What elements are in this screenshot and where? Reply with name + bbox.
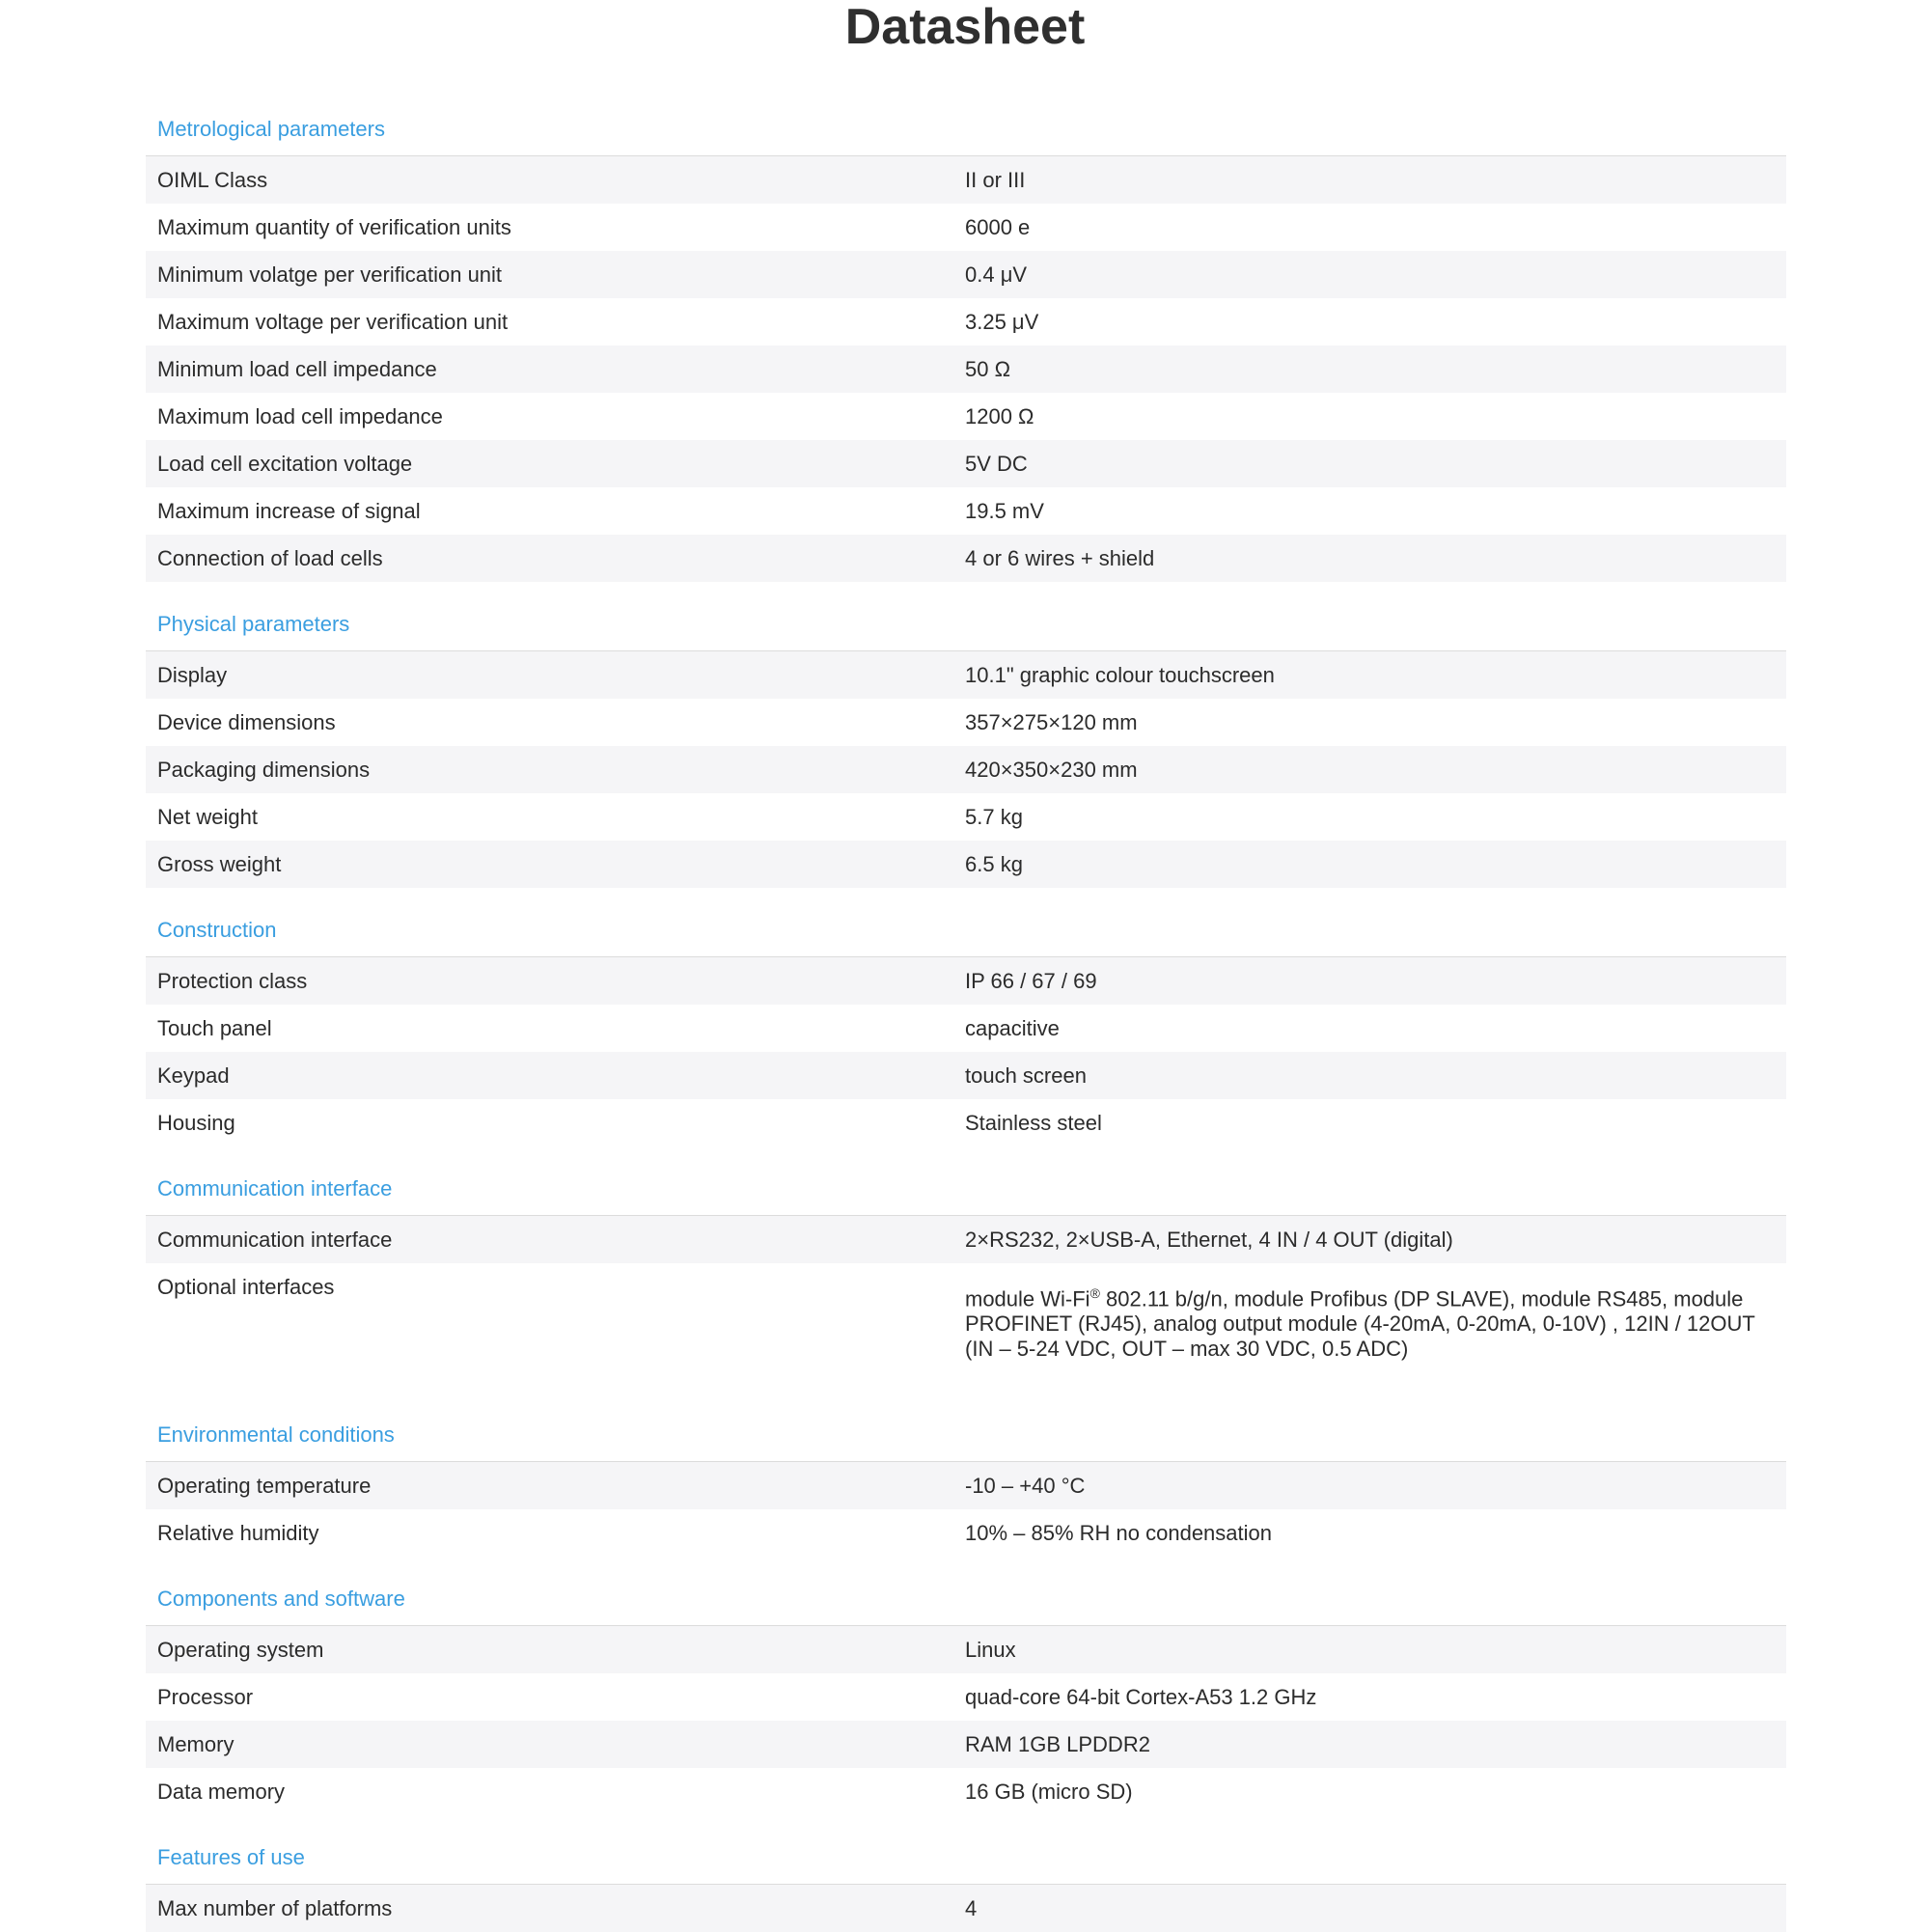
spec-label: Communication interface: [157, 1227, 393, 1252]
section-rows-construction: [146, 957, 1786, 1146]
spec-label: Housing: [157, 1110, 235, 1135]
spec-row: [146, 393, 1786, 440]
spec-row: [146, 1216, 1786, 1263]
spec-label: Processor: [157, 1684, 254, 1709]
section-rows-metrological: [146, 156, 1786, 582]
spec-row: [146, 957, 1786, 1005]
spec-row: [146, 1263, 1786, 1393]
section-rows-environmental: [146, 1462, 1786, 1557]
spec-value: 3.25 μV: [965, 309, 1039, 334]
spec-row: [146, 1005, 1786, 1052]
spec-row: [146, 1052, 1786, 1099]
spec-row: [146, 156, 1786, 204]
spec-value: 6000 e: [965, 214, 1031, 239]
spec-row: [146, 345, 1786, 393]
section-heading-environmental: Environmental conditions: [146, 1402, 1786, 1462]
spec-value: capacitive: [965, 1015, 1060, 1040]
spec-value: 420×350×230 mm: [965, 757, 1138, 782]
spec-value: 357×275×120 mm: [965, 709, 1138, 734]
spec-value: [965, 1275, 1786, 1362]
section-rows-features: [146, 1885, 1786, 1932]
spec-label: Minimum volatge per verification unit: [157, 262, 503, 287]
spec-label: Maximum voltage per verification unit: [157, 309, 509, 334]
spec-value: 4 or 6 wires + shield: [965, 545, 1155, 570]
registered-mark: ®: [1089, 1285, 1100, 1301]
spec-value: 5.7 kg: [965, 804, 1023, 829]
spec-label: Device dimensions: [157, 709, 336, 734]
spec-value: 19.5 mV: [965, 498, 1044, 523]
spec-value: 10% – 85% RH no condensation: [965, 1520, 1272, 1545]
spec-value-text: 802.11 b/g/n, module Profibus (DP SLAVE), module RS485, module PROFINET (RJ45), analog output module (4-20mA, 0-20mA, 0-10V) , 12IN / 12OUT (IN – 5-24 VDC, OUT – max 30 VDC, 0.5 ADC): [965, 1286, 1755, 1362]
spec-label: Memory: [157, 1731, 234, 1756]
spec-row: [146, 535, 1786, 582]
spec-label: Net weight: [157, 804, 258, 829]
section-heading-physical: Physical parameters: [146, 592, 1786, 651]
spec-value-text: module Wi-Fi: [965, 1286, 1090, 1311]
page-title: Datasheet: [844, 0, 1086, 55]
spec-value: 4: [965, 1895, 978, 1920]
spec-label: Touch panel: [157, 1015, 272, 1040]
spec-label: Operating system: [157, 1637, 324, 1662]
spec-row: [146, 1768, 1786, 1815]
spec-label: Gross weight: [157, 851, 282, 876]
spec-label: Maximum load cell impedance: [157, 403, 443, 428]
spec-value: II or III: [965, 167, 1026, 192]
section-heading-features: Features of use: [146, 1825, 1786, 1885]
spec-row: [146, 440, 1786, 487]
spec-value: touch screen: [965, 1063, 1087, 1088]
spec-label: Load cell excitation voltage: [157, 451, 413, 476]
spec-value: 5V DC: [965, 451, 1028, 476]
spec-label: Connection of load cells: [157, 545, 383, 570]
spec-row: [146, 793, 1786, 841]
spec-value: 2×RS232, 2×USB-A, Ethernet, 4 IN / 4 OUT (digital): [965, 1227, 1453, 1252]
spec-row: [146, 487, 1786, 535]
section-heading-communication: Communication interface: [146, 1156, 1786, 1216]
spec-value: Linux: [965, 1637, 1016, 1662]
section-rows-components: [146, 1626, 1786, 1815]
spec-value: 1200 Ω: [965, 403, 1034, 428]
spec-value: IP 66 / 67 / 69: [965, 968, 1097, 993]
spec-label: Keypad: [157, 1063, 230, 1088]
spec-label: Minimum load cell impedance: [157, 356, 437, 381]
spec-row: [146, 1885, 1786, 1932]
spec-label: Relative humidity: [157, 1520, 319, 1545]
spec-value: RAM 1GB LPDDR2: [965, 1731, 1150, 1756]
spec-label: Max number of platforms: [157, 1895, 393, 1920]
spec-label: Display: [157, 662, 228, 687]
spec-row: [146, 1509, 1786, 1557]
spec-label: Maximum increase of signal: [157, 498, 421, 523]
spec-label: Maximum quantity of verification units: [157, 214, 511, 239]
spec-value: 10.1" graphic colour touchscreen: [965, 662, 1275, 687]
spec-label: Packaging dimensions: [157, 757, 371, 782]
spec-label: Data memory: [157, 1779, 286, 1804]
section-rows-communication: [146, 1216, 1786, 1393]
spec-row: [146, 699, 1786, 746]
spec-value: 16 GB (micro SD): [965, 1779, 1133, 1804]
section-heading-components: Components and software: [146, 1566, 1786, 1626]
spec-row: [146, 298, 1786, 345]
section-heading-metrological: Metrological parameters: [146, 97, 1786, 156]
section-heading-construction: Construction: [146, 897, 1786, 957]
spec-value: -10 – +40 °C: [965, 1473, 1086, 1498]
spec-value: Stainless steel: [965, 1110, 1102, 1135]
spec-label: Protection class: [157, 968, 308, 993]
spec-value: quad-core 64-bit Cortex-A53 1.2 GHz: [965, 1684, 1317, 1709]
spec-label: Optional interfaces: [157, 1275, 335, 1299]
spec-row: [146, 651, 1786, 699]
spec-row: [146, 1462, 1786, 1509]
spec-row: [146, 841, 1786, 888]
spec-row: [146, 1099, 1786, 1146]
section-rows-physical: [146, 651, 1786, 888]
spec-row: [146, 1673, 1786, 1721]
spec-row: [146, 251, 1786, 298]
datasheet-table: [146, 97, 1786, 1932]
spec-value: 0.4 μV: [965, 262, 1028, 287]
spec-row: [146, 1721, 1786, 1768]
spec-label: OIML Class: [157, 167, 268, 192]
spec-row: [146, 746, 1786, 793]
spec-value: 6.5 kg: [965, 851, 1023, 876]
spec-row: [146, 204, 1786, 251]
spec-row: [146, 1626, 1786, 1673]
spec-label: Operating temperature: [157, 1473, 372, 1498]
spec-value: 50 Ω: [965, 356, 1011, 381]
